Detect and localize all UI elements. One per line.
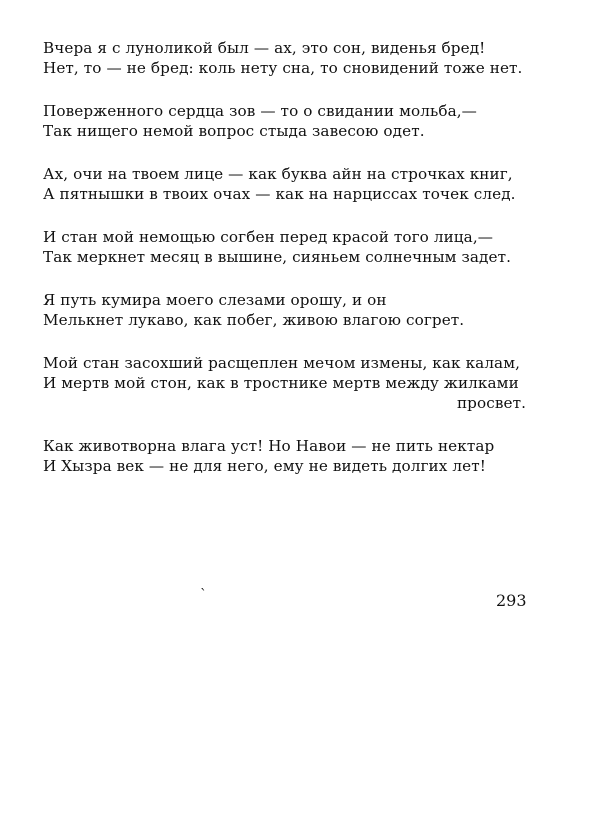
poem-line-continuation: просвет. xyxy=(456,394,526,412)
stanza-4 xyxy=(43,227,528,267)
stanza-7 xyxy=(43,436,528,476)
stanza-1 xyxy=(43,38,528,78)
stanza-5 xyxy=(43,290,528,330)
poem-line: И Хызра век — не для него, ему не видеть долгих лет! xyxy=(43,457,486,475)
poem xyxy=(43,38,528,499)
poem-line: Мой стан засохший расщеплен мечом измены, как калам, xyxy=(43,354,521,372)
poem-line: Я путь кумира моего слезами орошу, и он xyxy=(43,291,387,309)
poem-line: И стан мой немощью согбен перед красой того лица,— xyxy=(43,228,494,246)
poem-line: Так меркнет месяц в вышине, сияньем солнечным задет. xyxy=(43,248,512,266)
stanza-3 xyxy=(43,164,528,204)
stray-mark: ` xyxy=(200,587,207,603)
poem-line: Ах, очи на твоем лице — как буква айн на строчках книг, xyxy=(43,165,513,183)
poem-line: И мертв мой стон, как в тростнике мертв между жилками xyxy=(43,374,519,392)
poem-line: А пятнышки в твоих очах — как на нарциссах точек след. xyxy=(43,185,516,203)
poem-line: Вчера я с луноликой был — ах, это сон, виденья бред! xyxy=(43,39,486,57)
poem-line: Нет, то — не бред: коль нету сна, то сновидений тоже нет. xyxy=(43,59,523,77)
poem-line: Поверженного сердца зов — то о свидании мольба,— xyxy=(43,102,477,120)
stanza-6 xyxy=(43,353,528,413)
poem-line: Как животворна влага уст! Но Навои — не пить нектар xyxy=(43,437,495,455)
poem-line: Так нищего немой вопрос стыда завесою одет. xyxy=(43,122,425,140)
stanza-2 xyxy=(43,101,528,141)
page-number: 293 xyxy=(496,591,527,610)
poem-line: Мелькнет лукаво, как побег, живою влагою согрет. xyxy=(43,311,465,329)
